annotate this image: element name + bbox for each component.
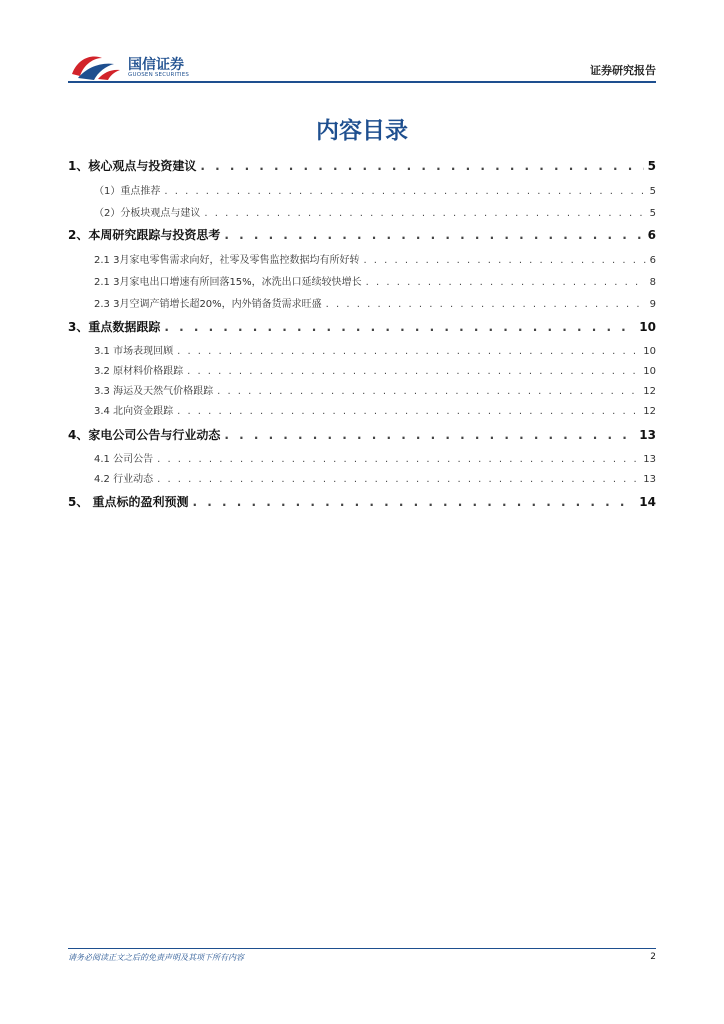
toc-entry-label: （2）分板块观点与建议 [94, 208, 201, 219]
toc-leader-dots [157, 454, 639, 465]
toc-entry-page: 10 [643, 366, 656, 377]
toc-leader-dots [164, 320, 635, 334]
toc-entry[interactable] [68, 382, 656, 397]
toc-entry[interactable] [68, 342, 656, 357]
toc-leader-dots [177, 346, 639, 357]
toc-entry-page: 8 [649, 277, 656, 288]
report-type-label: 证券研究报告 [590, 64, 656, 77]
toc-entry[interactable] [68, 182, 656, 197]
footer-divider [68, 948, 656, 949]
toc-entry[interactable] [68, 226, 656, 243]
toc-entry-page: 9 [649, 299, 656, 310]
toc-entry-page: 12 [643, 406, 656, 417]
toc-entry-page: 13 [643, 454, 656, 465]
toc-entry[interactable] [68, 273, 656, 288]
guosen-logo-icon [68, 52, 124, 82]
toc-entry-label: 1、核心观点与投资建议 [68, 159, 197, 173]
toc-leader-dots [164, 186, 645, 197]
toc-entry-label: （1）重点推荐 [94, 186, 161, 197]
toc-entry[interactable] [68, 470, 656, 485]
toc-entry-label: 4、家电公司公告与行业动态 [68, 428, 221, 442]
toc-leader-dots [363, 255, 645, 266]
toc-entry-page: 10 [643, 346, 656, 357]
toc-entry-label: 3、重点数据跟踪 [68, 320, 161, 334]
toc-entry-page: 5 [647, 159, 656, 173]
toc-entry[interactable] [68, 402, 656, 417]
toc-leader-dots [224, 428, 635, 442]
toc-entry-label: 3.1 市场表现回顾 [94, 346, 174, 357]
toc-entry-page: 5 [649, 208, 656, 219]
toc-entry-page: 10 [639, 320, 656, 334]
toc-leader-dots [193, 495, 636, 509]
toc-entry-label: 4.2 行业动态 [94, 474, 154, 485]
toc-entry[interactable] [68, 318, 656, 335]
toc-entry-label: 2.3 3月空调产销增长超20%，内外销备货需求旺盛 [94, 299, 322, 310]
toc-entry-page: 13 [639, 428, 656, 442]
toc-entry[interactable] [68, 362, 656, 377]
toc-entry-label: 3.2 原材料价格跟踪 [94, 366, 184, 377]
footer-disclaimer: 请务必阅读正文之后的免责声明及其项下所有内容 [68, 953, 244, 962]
page-number: 2 [650, 952, 656, 962]
toc-entry-page: 13 [643, 474, 656, 485]
header-divider [68, 81, 656, 83]
toc-entry-label: 3.4 北向资金跟踪 [94, 406, 174, 417]
toc-entry[interactable] [68, 426, 656, 443]
toc-entry[interactable] [68, 450, 656, 465]
toc-entry[interactable] [68, 204, 656, 219]
guosen-logo [68, 50, 228, 84]
toc-entry-page: 14 [639, 495, 656, 509]
toc-leader-dots [217, 386, 639, 397]
toc-entry[interactable] [68, 295, 656, 310]
toc-entry-label: 2.1 3月家电零售需求向好，社零及零售监控数据均有所好转 [94, 255, 360, 266]
toc-leader-dots [157, 474, 639, 485]
logo-english-name: GUOSEN SECURITIES [128, 72, 190, 78]
toc-leader-dots [177, 406, 639, 417]
toc-leader-dots [204, 208, 645, 219]
toc-entry-page: 6 [649, 255, 656, 266]
toc-entry-page: 12 [643, 386, 656, 397]
toc-leader-dots [187, 366, 639, 377]
toc-title: 内容目录 [316, 118, 408, 144]
toc-leader-dots [326, 299, 646, 310]
page-header [68, 50, 656, 84]
toc-entry-label: 4.1 公司公告 [94, 454, 154, 465]
toc-entry-label: 2.1 3月家电出口增速有所回落15%，冰洗出口延续较快增长 [94, 277, 362, 288]
toc-leader-dots [200, 159, 643, 173]
toc-leader-dots [366, 277, 646, 288]
toc-entry-page: 6 [647, 228, 656, 242]
toc-entry[interactable] [68, 157, 656, 174]
toc-entry[interactable] [68, 493, 656, 510]
toc-entry[interactable] [68, 251, 656, 266]
logo-chinese-name: 国信证券 [128, 57, 184, 73]
toc-entry-page: 5 [649, 186, 656, 197]
toc-entry-label: 2、本周研究跟踪与投资思考 [68, 228, 221, 242]
toc-leader-dots [224, 228, 643, 242]
toc-entry-label: 3.3 海运及天然气价格跟踪 [94, 386, 214, 397]
toc-entry-label: 5、 重点标的盈利预测 [68, 495, 189, 509]
